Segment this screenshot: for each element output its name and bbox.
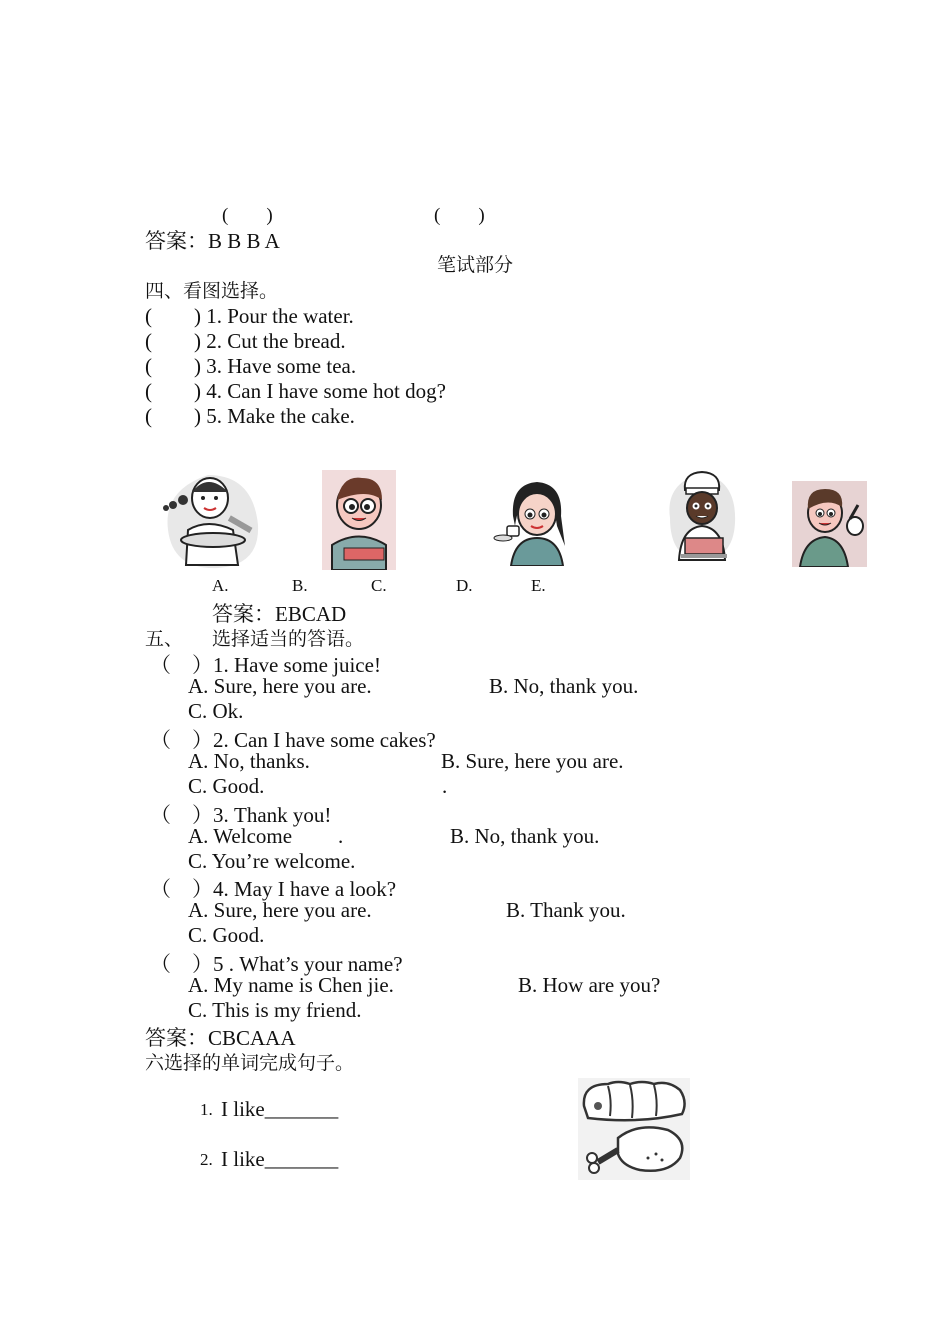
picture-bread-and-chicken-leg [578, 1078, 690, 1180]
s6-item-2: I like_______ [221, 1147, 339, 1171]
s5-q3-option-a: A. Welcome [188, 824, 293, 848]
section-6-title: 六选择的单词完成句子。 [145, 1053, 355, 1074]
s5-q4: （ ）4. May I have a look? [150, 877, 397, 901]
s6-item-1: I like_______ [221, 1097, 339, 1121]
picture-label-a: A. [212, 576, 229, 595]
picture-boy-pouring [792, 481, 867, 567]
s5-q1-option-b: B. No, thank you. [489, 674, 639, 698]
s5-q1: （ ）1. Have some juice! [150, 653, 381, 677]
s5-q4-option-c: C. Good. [188, 923, 265, 947]
top-bracket-1: ( ) [222, 205, 273, 226]
s4-item-1: ( ) 1. Pour the water. [145, 304, 354, 328]
s5-q2-option-c: C. Good. [188, 774, 265, 798]
s6-item-1-number: 1. [200, 1100, 213, 1119]
top-bracket-2: ( ) [434, 205, 485, 226]
s5-q3-option-c: C. You’re welcome. [188, 849, 356, 873]
s5-q5-option-b: B. How are you? [518, 973, 661, 997]
s6-item-2-number: 2. [200, 1150, 213, 1169]
written-part-heading: 笔试部分 [437, 255, 514, 276]
answer-section-4: 答案：EBCAD [212, 602, 347, 626]
s5-q1-option-c: C. Ok. [188, 699, 244, 723]
s5-q2: （ ）2. Can I have some cakes? [150, 728, 436, 752]
s5-q5-option-c: C. This is my friend. [188, 998, 362, 1022]
picture-label-c: C. [371, 576, 387, 595]
s5-q4-option-a: A. Sure, here you are. [188, 898, 372, 922]
s5-q5-option-a: A. My name is Chen jie. [188, 973, 394, 997]
s5-q2-option-b: B. Sure, here you are. [441, 749, 624, 773]
picture-label-e: E. [531, 576, 546, 595]
s4-item-5: ( ) 5. Make the cake. [145, 404, 355, 428]
picture-boy-cutting [322, 470, 396, 570]
s4-item-4: ( ) 4. Can I have some hot dog? [145, 379, 446, 403]
s5-q3-option-a-dot: . [338, 824, 344, 848]
picture-label-d: D. [456, 576, 473, 595]
s5-q2-dot: . [442, 774, 448, 798]
picture-label-b: B. [292, 576, 308, 595]
s5-q2-option-a: A. No, thanks. [188, 749, 310, 773]
s5-q3: （ ）3. Thank you! [150, 803, 332, 827]
picture-chef-cake [665, 468, 739, 563]
section-5-number: 五、 [145, 629, 184, 650]
picture-girl-bread [158, 470, 262, 570]
answer-section-5: 答案：CBCAAA [145, 1026, 296, 1050]
answer-section-3: 答案：B B B A [145, 229, 280, 253]
s5-q3-option-b: B. No, thank you. [450, 824, 600, 848]
s4-item-2: ( ) 2. Cut the bread. [145, 329, 346, 353]
s5-q4-option-b: B. Thank you. [506, 898, 626, 922]
picture-girl-tea [493, 476, 575, 566]
s5-q1-option-a: A. Sure, here you are. [188, 674, 372, 698]
section-4-title: 四、看图选择。 [145, 281, 279, 302]
section-5-title: 选择适当的答语。 [212, 629, 365, 650]
s5-q5: （ ）5 . What’s your name? [150, 952, 403, 976]
s4-item-3: ( ) 3. Have some tea. [145, 354, 357, 378]
